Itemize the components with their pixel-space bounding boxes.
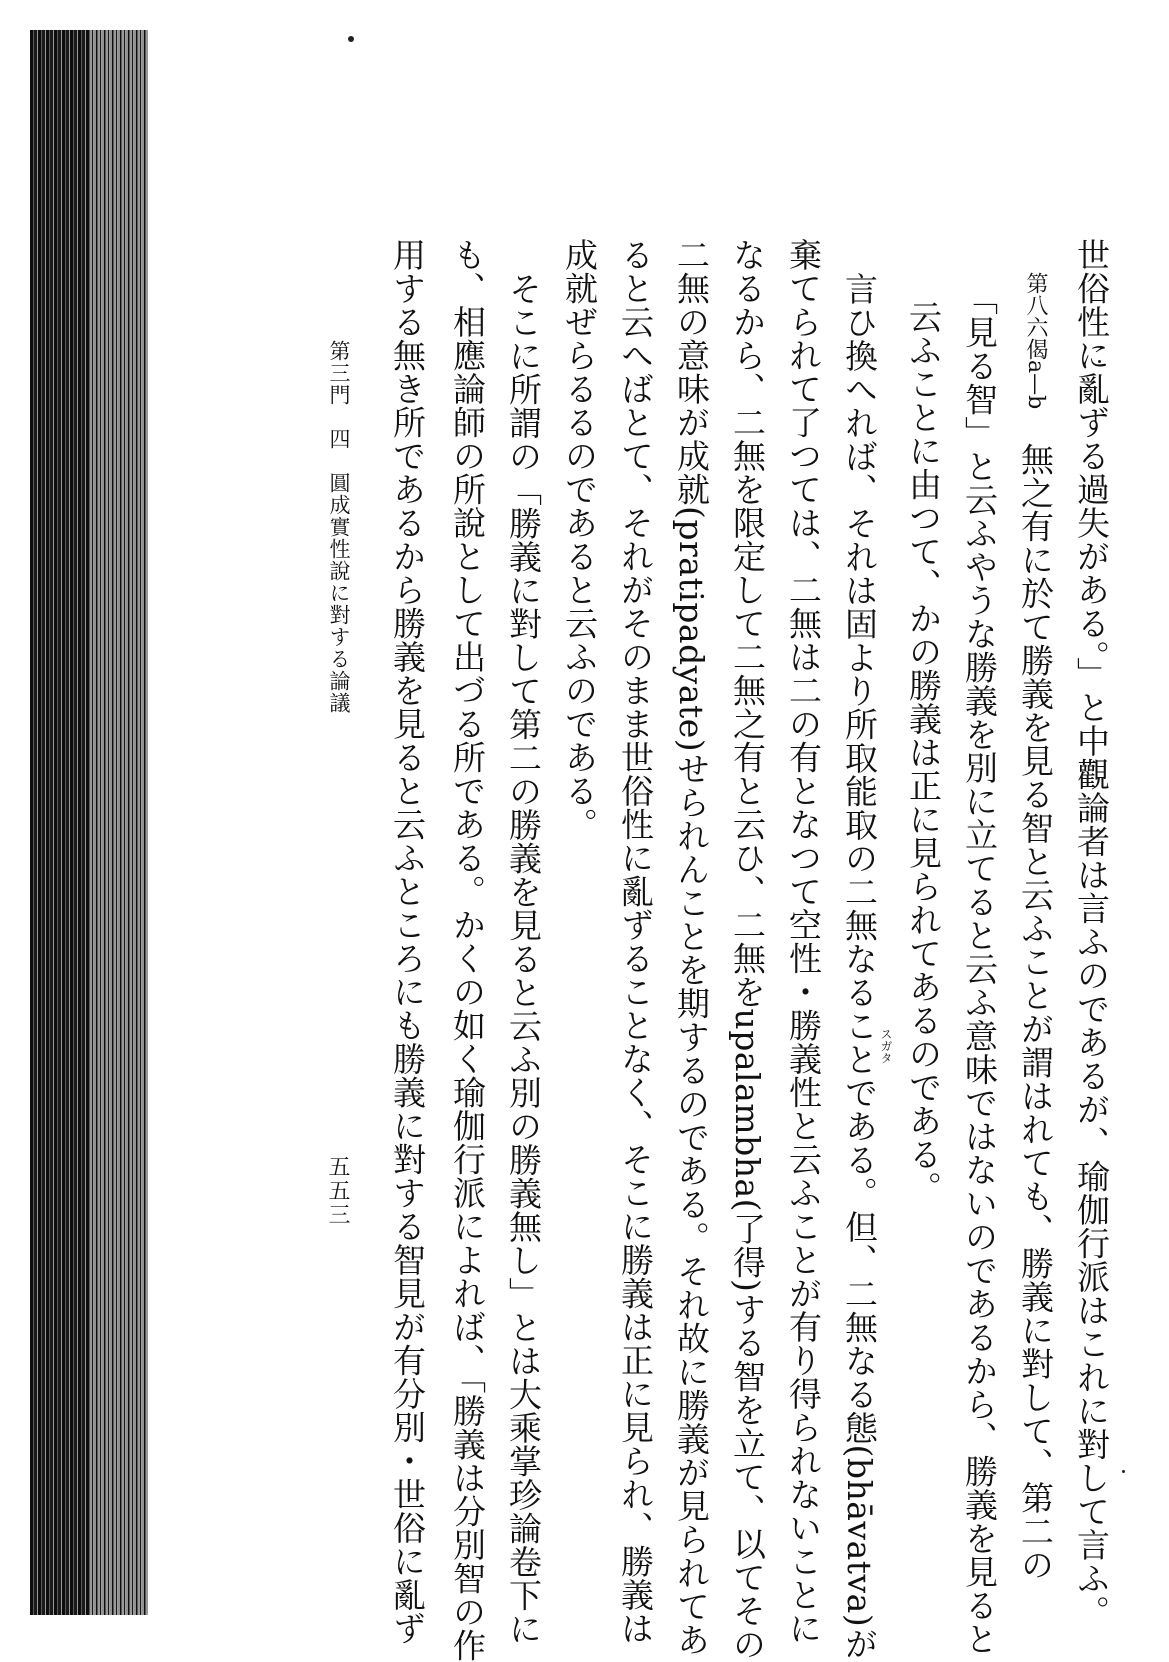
text-column-2 — [1012, 272, 1058, 1582]
text-column-10: 成就ぜらるるのであると云ふのである。 — [560, 238, 599, 841]
book-binding-edge — [30, 30, 148, 1615]
verse-marker: 第八六偈a—b — [1023, 272, 1048, 410]
furigana: スガタ — [879, 1028, 893, 1064]
running-header: 第三門 四 圓成實性說に對する論議 — [327, 340, 351, 714]
scan-speck — [1122, 1470, 1125, 1473]
verse-text: 無之有に於て勝義を見る智と云ふことが謂はれても、勝義に對して、第二の — [1016, 409, 1055, 1582]
text-column-12: も、相應論師の所說として出づる所である。かくの如く瑜伽行派によれば、「勝義は分別智の作 — [448, 238, 487, 1662]
text-column-5: 言ひ換へれば、それは固より所取能取の二無なることである。但、二無なる態(bhāvatva)が — [840, 272, 879, 1661]
text-column-4: 云ふことに由つて、かの勝義は正に見られてあるのである。 — [904, 300, 943, 1205]
text-column-7: なるから、二無を限定して二無之有と云ひ、二無をupalambha(了得)する智を立て、以てその — [728, 238, 767, 1661]
text-column-6: 棄てられて了つては、二無は二の有となつて空性・勝義性と云ふことが有り得られないことに — [784, 238, 823, 1645]
text-column-1: 世俗性に亂ずる過失がある。」と中觀論者は言ふのであるが、瑜伽行派はこれに對して言ふ。 — [1072, 238, 1111, 1629]
text-column-13: 用する無き所であるから勝義を見ると云ふところにも勝義に對する智見が有分別・世俗に亂ず — [388, 238, 427, 1645]
text-column-8: 二無の意味が成就(pratipadyate)せられんことを期するのである。それ故に勝義が見られてあ — [672, 238, 711, 1657]
scan-speck — [348, 36, 354, 42]
text-column-11: そこに所謂の「勝義に對して第二の勝義を見ると云ふ別の勝義無し」とは大乘掌珍論卷下に — [504, 272, 543, 1646]
text-column-9: ると云へばとて、それがそのまま世俗性に亂ずることなく、そこに勝義は正に見られ、勝義は — [616, 238, 655, 1645]
page-number: 五五三 — [325, 1155, 350, 1227]
text-column-3: 「見る智」と云ふやうな勝義を別に立てると云ふ意味ではないのであるから、勝義を見ると — [960, 282, 999, 1656]
